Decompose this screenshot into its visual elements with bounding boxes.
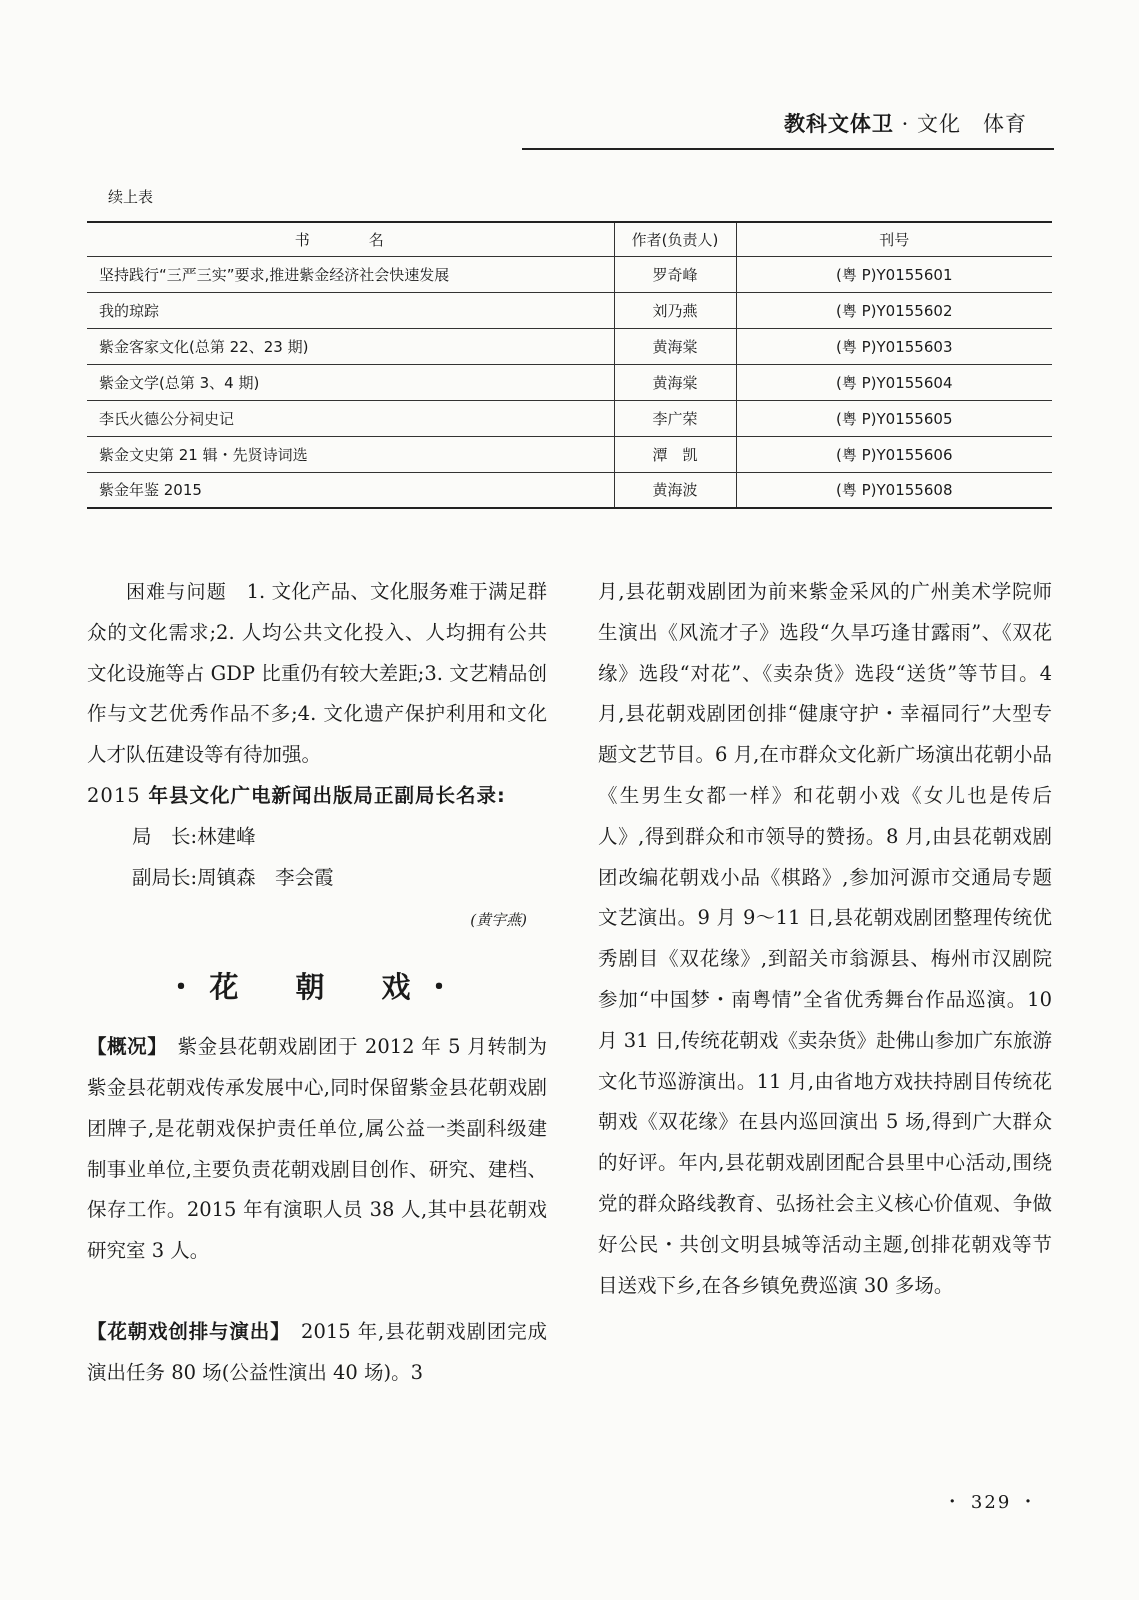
running-header <box>784 108 1027 138</box>
row-author: 黄海波 <box>614 472 736 508</box>
section-title: ・花 朝 戏・ <box>166 970 468 1005</box>
row-code: (粤 P)Y0155605 <box>736 400 1052 436</box>
row-title: 紫金文史第 21 辑・先贤诗词选 <box>87 436 614 472</box>
right-column <box>598 572 1052 1306</box>
problems-paragraph <box>87 572 547 776</box>
row-code: (粤 P)Y0155603 <box>736 328 1052 364</box>
table-row <box>87 364 1052 400</box>
overview-paragraph <box>87 1027 547 1272</box>
creation-label: 【花朝戏创排与演出】 <box>87 1319 281 1343</box>
publication-table <box>87 221 1052 509</box>
table-header-row <box>87 222 1052 256</box>
row-title: 我的琼踪 <box>87 292 614 328</box>
table-row <box>87 328 1052 364</box>
row-title: 紫金文学(总第 3、4 期) <box>87 364 614 400</box>
row-author: 潭 凯 <box>614 436 736 472</box>
row-author: 黄海棠 <box>614 328 736 364</box>
problems-text: 1. 文化产品、文化服务难于满足群众的文化需求;2. 人均公共文化投入、人均拥有公共文化设施等占 GDP 比重仍有较大差距;3. 文艺精品创作与文艺优秀作品不多;4. 文化遗产保护利用和文化人才队伍建设等有待加强。 <box>87 580 547 767</box>
continuation-paragraph: 月,县花朝戏剧团为前来紫金采风的广州美术学院师生演出《风流才子》选段“久旱巧逢甘露雨”、《双花缘》选段“对花”、《卖杂货》选段“送货”等节目。4 月,县花朝戏剧团创排“健康守护・幸福同行”大型专题文艺节目。6 月,在市群众文化新广场演出花朝小品《生男生女都一样》和花朝小戏《女儿也是传后人》,得到群众和市领导的赞扬。8 月,由县花朝戏剧团改编花朝戏小品《棋路》,参加河源市交通局专题文艺演出。9 月 9～11 日,县花朝戏剧团整理传统优秀剧目《双花缘》,到韶关市翁源县、梅州市汉剧院参加“中国梦・南粤情”全省优秀舞台作品巡演。10 月 31 日,传统花朝戏《卖杂货》赴佛山参加广东旅游文化节巡游演出。11 月,由省地方戏扶持剧目传统花朝戏《双花缘》在县内巡回演出 5 场,得到广大群众的好评。年内,县花朝戏剧团配合县里中心活动,围绕党的群众路线教育、弘扬社会主义核心价值观、争做好公民・共创文明县城等活动主题,创排花朝戏等节目送戏下乡,在各乡镇免费巡演 30 多场。 <box>598 580 1052 1297</box>
row-title: 紫金年鉴 2015 <box>87 472 614 508</box>
deputy-line: 副局长:周镇森 李会霞 <box>132 865 334 889</box>
row-author: 黄海棠 <box>614 364 736 400</box>
leaders-list-title <box>87 776 547 817</box>
row-author: 刘乃燕 <box>614 292 736 328</box>
row-author: 李广荣 <box>614 400 736 436</box>
paragraph-gap <box>87 1272 547 1312</box>
row-title: 紫金客家文化(总第 22、23 期) <box>87 328 614 364</box>
page-number: ・ 329 ・ <box>943 1492 1039 1513</box>
table-row <box>87 436 1052 472</box>
problems-lead: 困难与问题 <box>126 581 227 603</box>
column-header-title: 书 名 <box>87 222 614 256</box>
row-author: 罗奇峰 <box>614 256 736 292</box>
leaders-list-heading: 年县文化广电新闻出版局正副局长名录: <box>148 783 506 807</box>
creation-text: 2015 年,县花朝戏剧团完成演出任务 80 场(公益性演出 40 场)。3 <box>87 1319 547 1384</box>
row-title: 李氏火德公分祠史记 <box>87 400 614 436</box>
table-row <box>87 400 1052 436</box>
row-code: (粤 P)Y0155601 <box>736 256 1052 292</box>
row-code: (粤 P)Y0155604 <box>736 364 1052 400</box>
header-rule <box>522 148 1054 150</box>
row-code: (粤 P)Y0155608 <box>736 472 1052 508</box>
left-column <box>87 572 547 1394</box>
author-signature: (黄宇燕) <box>470 911 527 930</box>
header-dot: · <box>901 112 910 136</box>
column-header-author: 作者(负责人) <box>614 222 736 256</box>
row-code: (粤 P)Y0155602 <box>736 292 1052 328</box>
leaders-list-year: 2015 <box>87 783 141 807</box>
director-line: 局 长:林建峰 <box>132 824 256 848</box>
table-row <box>87 292 1052 328</box>
header-subsection: 文化 体育 <box>917 112 1027 136</box>
header-section: 教科文体卫 <box>783 112 894 136</box>
row-code: (粤 P)Y0155606 <box>736 436 1052 472</box>
column-header-code: 刊号 <box>736 222 1052 256</box>
overview-label: 【概况】 <box>87 1035 158 1059</box>
table-caption: 续上表 <box>108 188 154 206</box>
table-row <box>87 472 1052 508</box>
overview-text: 紫金县花朝戏剧团于 2012 年 5 月转制为紫金县花朝戏传承发展中心,同时保留紫金县花朝戏剧团牌子,是花朝戏保护责任单位,属公益一类副科级建制事业单位,主要负责花朝戏剧目创作、研究、建档、保存工作。2015 年有演职人员 38 人,其中县花朝戏研究室 3 人。 <box>87 1035 547 1263</box>
table-row <box>87 256 1052 292</box>
creation-paragraph <box>87 1312 547 1394</box>
row-title: 坚持践行“三严三实”要求,推进紫金经济社会快速发展 <box>87 256 614 292</box>
